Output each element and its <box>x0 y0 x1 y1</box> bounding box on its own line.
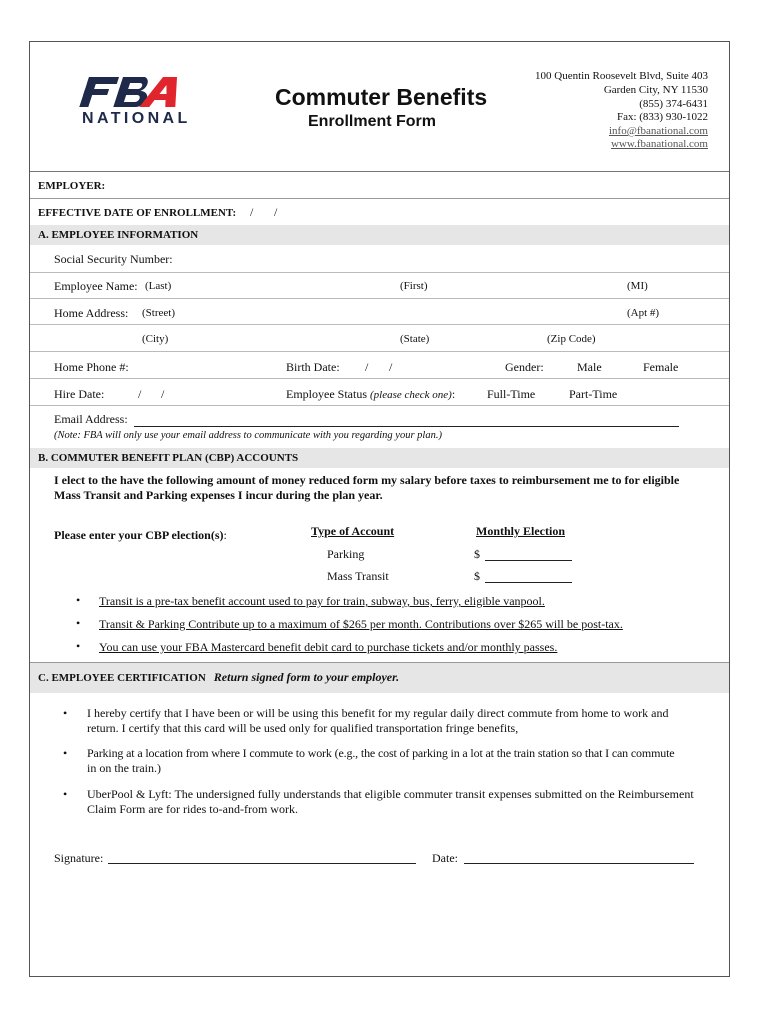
section-c-title-row <box>38 668 399 686</box>
cert1-line2: return. I certify that this card will be used only for qualified transportation fringe benefits, <box>87 721 519 735</box>
info-bullet-3: You can use your FBA Mastercard benefit debit card to purchase tickets and/or monthly passes. <box>99 640 558 654</box>
cert1-line1: I hereby certify that I have been or will be using this benefit for my regular daily direct commute from home to work and <box>87 706 669 720</box>
form-subtitle: Enrollment Form <box>308 113 437 130</box>
section-c-instruction: Return signed form to your employer. <box>213 670 400 684</box>
employer-divider <box>30 198 729 199</box>
bullet-dot-icon: • <box>76 593 81 607</box>
hire-date-slash-2: / <box>161 387 165 401</box>
transit-row-label: Mass Transit <box>327 569 389 583</box>
enrollment-form-page <box>29 41 730 977</box>
gender-label: Gender: <box>505 360 544 374</box>
company-address-line1: 100 Quentin Roosevelt Blvd, Suite 403 <box>535 70 708 82</box>
header-divider <box>30 171 729 172</box>
ssn-label: Social Security Number: <box>54 252 173 266</box>
gender-female-option[interactable]: Female <box>643 360 679 374</box>
bullet-dot-icon: • <box>63 706 68 720</box>
middle-initial-field[interactable]: (MI) <box>627 280 648 292</box>
status-fulltime-option[interactable]: Full-Time <box>487 387 536 401</box>
first-name-field[interactable]: (First) <box>400 280 428 292</box>
transit-dollar: $ <box>474 569 480 583</box>
elect-text-line2: Mass Transit and Parking expenses I incur during the plan year. <box>54 488 383 502</box>
email-address-label: Email Address: <box>54 412 128 426</box>
street-field[interactable]: (Street) <box>142 307 175 319</box>
form-title: Commuter Benefits <box>275 84 488 110</box>
enter-election-text: Please enter your CBP election(s) <box>54 528 224 542</box>
status-parttime-option[interactable]: Part-Time <box>569 387 618 401</box>
last-name-field[interactable]: (Last) <box>145 280 172 292</box>
parking-election-input[interactable] <box>485 560 572 561</box>
home-address-label: Home Address: <box>54 306 129 320</box>
bullet-dot-icon: • <box>63 787 68 801</box>
name-divider <box>30 298 729 299</box>
bullet-dot-icon: • <box>76 616 81 630</box>
ssn-divider <box>30 272 729 273</box>
employee-status-note: (please check one) <box>370 389 452 401</box>
elect-text-line1: I elect to the have the following amount of money reduced form my salary before taxes to reimbursement me to for eligible <box>54 473 680 487</box>
effective-date-slash-1: / <box>250 205 254 219</box>
effective-date-label: EFFECTIVE DATE OF ENROLLMENT: <box>38 207 237 219</box>
company-website-link[interactable]: www.fbanational.com <box>610 138 708 150</box>
employee-status-colon: : <box>451 387 456 401</box>
date-input-line[interactable] <box>464 863 694 864</box>
company-phone: (855) 374-6431 <box>639 98 708 110</box>
employer-label: EMPLOYER: <box>38 180 106 192</box>
bullet-dot-icon: • <box>63 746 68 760</box>
section-a-title: A. EMPLOYEE INFORMATION <box>38 229 199 241</box>
cert3-line1: UberPool & Lyft: The undersigned fully understands that eligible commuter transit expenses submitted on the Reimbursement <box>87 787 694 801</box>
logo-national-text: NATIONAL <box>82 110 191 127</box>
zip-field[interactable]: (Zip Code) <box>547 333 596 345</box>
hire-date-label: Hire Date: <box>54 387 105 401</box>
signature-input-line[interactable] <box>108 863 416 864</box>
employee-status-text: Employee Status <box>286 387 367 401</box>
company-email-link[interactable]: info@fbanational.com <box>608 125 708 137</box>
birth-date-slash-1: / <box>365 360 369 374</box>
gender-male-option[interactable]: Male <box>577 360 602 374</box>
enter-election-label <box>54 528 227 543</box>
hire-date-slash-1: / <box>138 387 142 401</box>
birth-date-slash-2: / <box>389 360 393 374</box>
apt-field[interactable]: (Apt #) <box>627 307 660 319</box>
birth-date-label: Birth Date: <box>286 360 340 374</box>
email-address-input-line[interactable] <box>134 426 679 427</box>
info-bullet-1: Transit is a pre-tax benefit account used to pay for train, subway, bus, ferry, eligible vanpool. <box>99 594 545 608</box>
transit-election-input[interactable] <box>485 582 572 583</box>
cert2-line1: Parking at a location from where I commute to work (e.g., the cost of parking in a lot at the train station so that I can commute <box>87 746 675 760</box>
fba-logo <box>78 74 204 130</box>
cert3-line2: Claim Form are for rides to-and-from work. <box>87 802 298 816</box>
type-of-account-header: Type of Account <box>311 524 395 538</box>
employee-status-label <box>286 387 455 402</box>
email-note: (Note: FBA will only use your email address to communicate with you regarding your plan.) <box>54 430 442 441</box>
signature-label: Signature: <box>54 851 104 865</box>
company-fax: Fax: (833) 930-1022 <box>616 111 708 123</box>
bullet-dot-icon: • <box>76 639 81 653</box>
phone-divider <box>30 378 729 379</box>
home-phone-label: Home Phone #: <box>54 360 129 374</box>
section-b-title: B. COMMUTER BENEFIT PLAN (CBP) ACCOUNTS <box>38 452 299 464</box>
city-divider <box>30 351 729 352</box>
hire-divider <box>30 405 729 406</box>
company-address-line2: Garden City, NY 11530 <box>603 84 708 96</box>
parking-dollar: $ <box>474 547 480 561</box>
section-c-title: C. EMPLOYEE CERTIFICATION <box>38 672 206 684</box>
city-field[interactable]: (City) <box>142 333 169 345</box>
cert2-line2: in on the train.) <box>87 761 161 775</box>
info-bullet-2: Transit & Parking Contribute up to a maximum of $265 per month. Contributions over $265 will be post-tax. <box>99 617 623 631</box>
parking-row-label: Parking <box>327 547 365 561</box>
monthly-election-header: Monthly Election <box>476 524 565 538</box>
street-divider <box>30 324 729 325</box>
employee-name-label: Employee Name: <box>54 279 138 293</box>
enter-election-colon: : <box>223 528 227 542</box>
effective-date-slash-2: / <box>274 205 278 219</box>
date-label: Date: <box>432 851 458 865</box>
state-field[interactable]: (State) <box>400 333 430 345</box>
